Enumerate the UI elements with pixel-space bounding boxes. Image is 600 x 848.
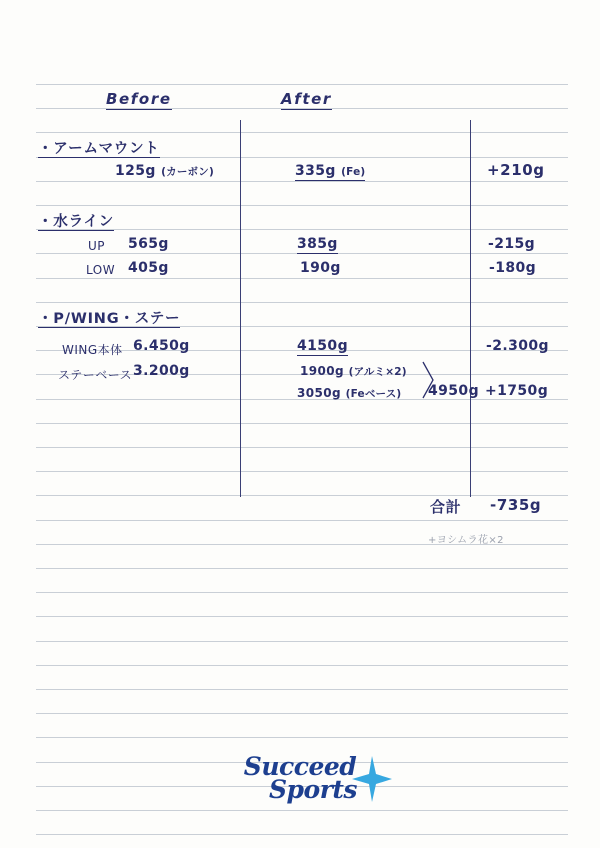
- column-header-after: After: [281, 90, 332, 108]
- column-separator-after-diff: [470, 120, 471, 497]
- rule-line: [36, 278, 568, 279]
- water-line-up-after: 385g: [297, 236, 338, 252]
- footer-logo: [0, 752, 600, 804]
- sparkle-icon: [352, 756, 392, 802]
- arm-mount-before-note: (カーボン): [161, 166, 214, 178]
- water-line-low-after: 190g: [300, 260, 341, 276]
- rule-line: [36, 520, 568, 521]
- total-footnote: +ヨシムラ花×2: [428, 535, 504, 546]
- stay-base-after-alu-note: (アルミ×2): [348, 366, 407, 378]
- rule-line: [36, 568, 568, 569]
- arm-mount-after-value: 335g (Fe): [295, 163, 366, 179]
- water-line-up-before: 565g: [128, 236, 169, 252]
- rule-line: [36, 495, 568, 496]
- arm-mount-diff-value: +210g: [487, 161, 545, 179]
- stay-base-after-alu: 1900g (アルミ×2): [300, 364, 407, 378]
- section-title-water-line: ・水ライン: [38, 214, 115, 230]
- water-line-low-label: LOW: [86, 263, 116, 277]
- stay-base-after-sum: 4950g: [428, 383, 479, 399]
- stay-base-after-fe: 3050g (Feベース): [297, 386, 402, 400]
- rule-line: [36, 132, 568, 133]
- rule-line: [36, 423, 568, 424]
- column-header-before: Before: [106, 90, 172, 108]
- rule-line: [36, 229, 568, 230]
- rule-line: [36, 641, 568, 642]
- rule-line: [36, 592, 568, 593]
- stay-base-label: ステーベース: [58, 368, 133, 382]
- rule-line: [36, 834, 568, 835]
- wing-body-diff: -2.300g: [486, 338, 549, 354]
- rule-line: [36, 665, 568, 666]
- rule-line: [36, 447, 568, 448]
- logo-line-sports: Sports: [268, 775, 357, 804]
- section-title-arm-mount: ・アームマウント: [38, 141, 160, 157]
- column-separator-before-after: [240, 120, 241, 497]
- wing-body-after: 4150g: [297, 338, 348, 354]
- total-value: -735g: [490, 496, 542, 514]
- wing-body-label: WING本体: [62, 343, 123, 357]
- rule-line: [36, 84, 568, 85]
- rule-line: [36, 205, 568, 206]
- stay-base-after-fe-note: (Feベース): [345, 388, 402, 400]
- rule-line: [36, 737, 568, 738]
- rule-line: [36, 616, 568, 617]
- water-line-up-label: UP: [88, 239, 106, 253]
- stay-base-before: 3.200g: [133, 363, 190, 379]
- rule-line: [36, 471, 568, 472]
- water-line-up-diff: -215g: [488, 236, 536, 252]
- stay-base-diff: +1750g: [485, 383, 549, 399]
- water-line-low-before: 405g: [128, 260, 169, 276]
- arm-mount-before-value: 125g (カーボン): [115, 163, 214, 179]
- rule-line: [36, 689, 568, 690]
- arm-mount-after-note: (Fe): [341, 166, 366, 178]
- rule-line: [36, 302, 568, 303]
- section-title-pwing-stay: ・P/WING・ステー: [38, 311, 181, 327]
- water-line-low-diff: -180g: [489, 260, 537, 276]
- logo-line-succeed: Succeed: [243, 752, 357, 781]
- wing-body-before: 6.450g: [133, 338, 190, 354]
- rule-line: [36, 810, 568, 811]
- total-label: 合計: [430, 498, 462, 516]
- rule-line: [36, 713, 568, 714]
